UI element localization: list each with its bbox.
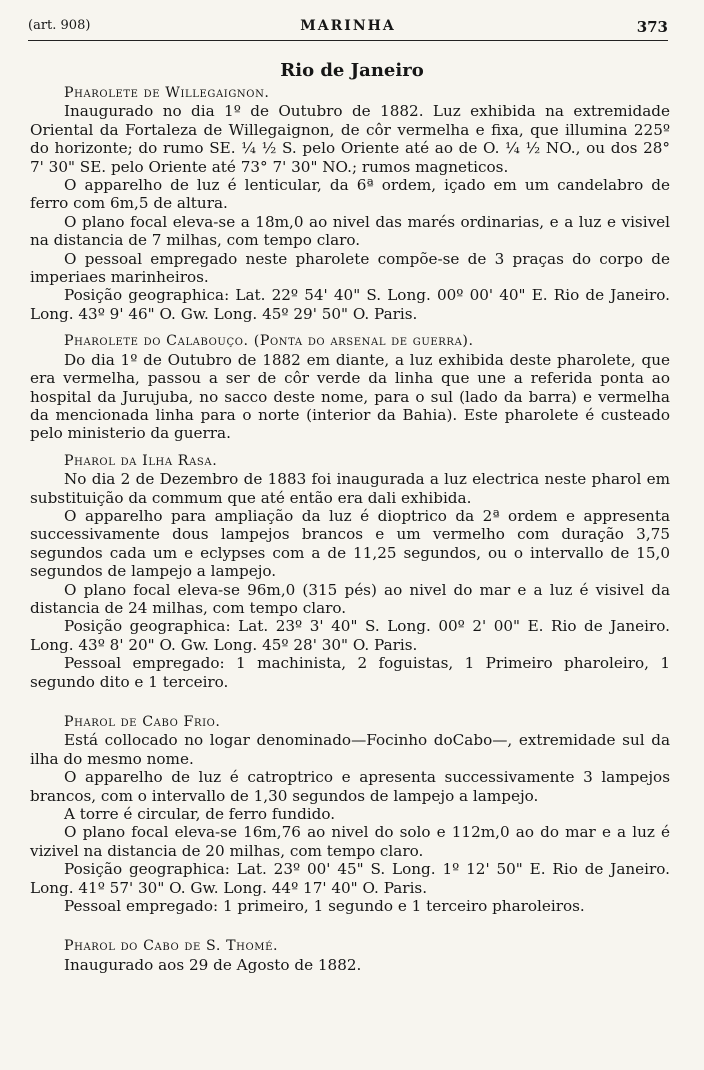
paragraph: Pessoal empregado: 1 primeiro, 1 segundo e 1 terceiro pharoleiros.	[64, 897, 585, 916]
paragraph: O apparelho para ampliação da luz é dioptrico da 2ª ordem e appresenta successivamente dous lampejos brancos e um vermelho com duração 3,75 segundos cada um e eclypses com a de 11,25 segundos, ou o intervallo de 15,0 segundos de lampejo a lampejo.	[30, 506, 670, 581]
paragraph: Posição geographica: Lat. 23º 3' 40" S. Long. 00º 2' 00" E. Rio de Janeiro. Long. 43º 8' 20" O. Gw. Long. 45º 28' 30" O. Paris.	[30, 617, 670, 654]
body-text	[30, 84, 670, 974]
paragraph: Pessoal empregado: 1 machinista, 2 foguistas, 1 Primeiro pharoleiro, 1 segundo dito e 1 terceiro.	[30, 654, 670, 691]
paragraph: Posição geographica: Lat. 23º 00' 45" S. Long. 1º 12' 50" E. Rio de Janeiro. Long. 41º 57' 30" O. Gw. Long. 44º 17' 40" O. Paris.	[30, 860, 670, 897]
paragraph: O pessoal empregado neste pharolete compõe-se de 3 praças do corpo de imperiaes marinheiros.	[30, 249, 670, 287]
paragraph: O plano focal eleva-se 96m,0 (315 pés) ao nivel do mar e a luz é visivel da distancia de 24 milhas, com tempo claro.	[30, 580, 670, 617]
paragraph: Inaugurado no dia 1º de Outubro de 1882. Luz exhibida na extremidade Oriental da Fortaleza de Willegaignon, de côr vermelha e fixa, que illumina 225º do horizonte; do rumo SE. ¼ ½ S. pelo Oriente até ao de O. ¼ ½ NO., ou dos 28° 7' 30" SE. pelo Oriente até 73° 7' 30" NO.; rumos magneticos.	[30, 102, 670, 176]
paragraph: O apparelho de luz é lenticular, da 6ª ordem, içado em um candelabro de ferro com 6m,5 de altura.	[30, 176, 670, 213]
section-heading-calabouco: Pharolete do Calabouço. (Ponta do arsenal de guerra).	[64, 333, 474, 350]
region-title: Rio de Janeiro	[280, 60, 424, 81]
section-heading-willegaignon: Pharolete de Willegaignon.	[64, 85, 270, 101]
section-heading-ilha-rasa: Pharol da Ilha Rasa.	[64, 452, 218, 469]
paragraph: O plano focal eleva-se a 18m,0 ao nivel das marés ordinarias, e a luz e visivel na distancia de 7 milhas, com tempo claro.	[30, 212, 670, 250]
running-header	[28, 18, 668, 41]
paragraph: Posição geographica: Lat. 22º 54' 40" S. Long. 00º 00' 40" E. Rio de Janeiro. Long. 43º 9' 46" O. Gw. Long. 45º 29' 50" O. Paris.	[30, 286, 670, 323]
article-reference: (art. 908)	[28, 18, 91, 33]
paragraph: Está collocado no logar denominado—Focinho doCabo—, extremidade sul da ilha do mesmo nome.	[30, 731, 670, 768]
section-heading-sao-thome: Pharol do Cabo de S. Thomé.	[64, 938, 279, 955]
paragraph: A torre é circular, de ferro fundido.	[64, 805, 336, 824]
section-heading-cabo-frio: Pharol de Cabo Frio.	[64, 714, 221, 730]
paragraph: O plano focal eleva-se 16m,76 ao nivel do solo e 112m,0 ao do mar e a luz é vizivel na distancia de 20 milhas, com tempo claro.	[30, 823, 670, 860]
paragraph: Inaugurado aos 29 de Agosto de 1882.	[64, 955, 362, 974]
running-title: MARINHA	[300, 18, 396, 34]
paragraph: O apparelho de luz é catroptrico e apresenta successivamente 3 lampejos brancos, com o intervallo de 1,30 segundos de lampejo a lampejo.	[30, 768, 670, 805]
paragraph: No dia 2 de Dezembro de 1883 foi inaugurada a luz electrica neste pharol em substituição da commum que até então era dali exhibida.	[30, 470, 670, 507]
paragraph: Do dia 1º de Outubro de 1882 em diante, a luz exhibida deste pharolete, que era vermelha, passou a ser de côr verde da linha que une a referida ponta ao hospital da Jurujuba, no sacco deste nome, para o sul (lado da barra) e vermelha da mencionada linha para o norte (interior da Bahia). Este pharolete é custeado pelo ministerio da guerra.	[30, 350, 670, 443]
page-number: 373	[636, 18, 668, 36]
